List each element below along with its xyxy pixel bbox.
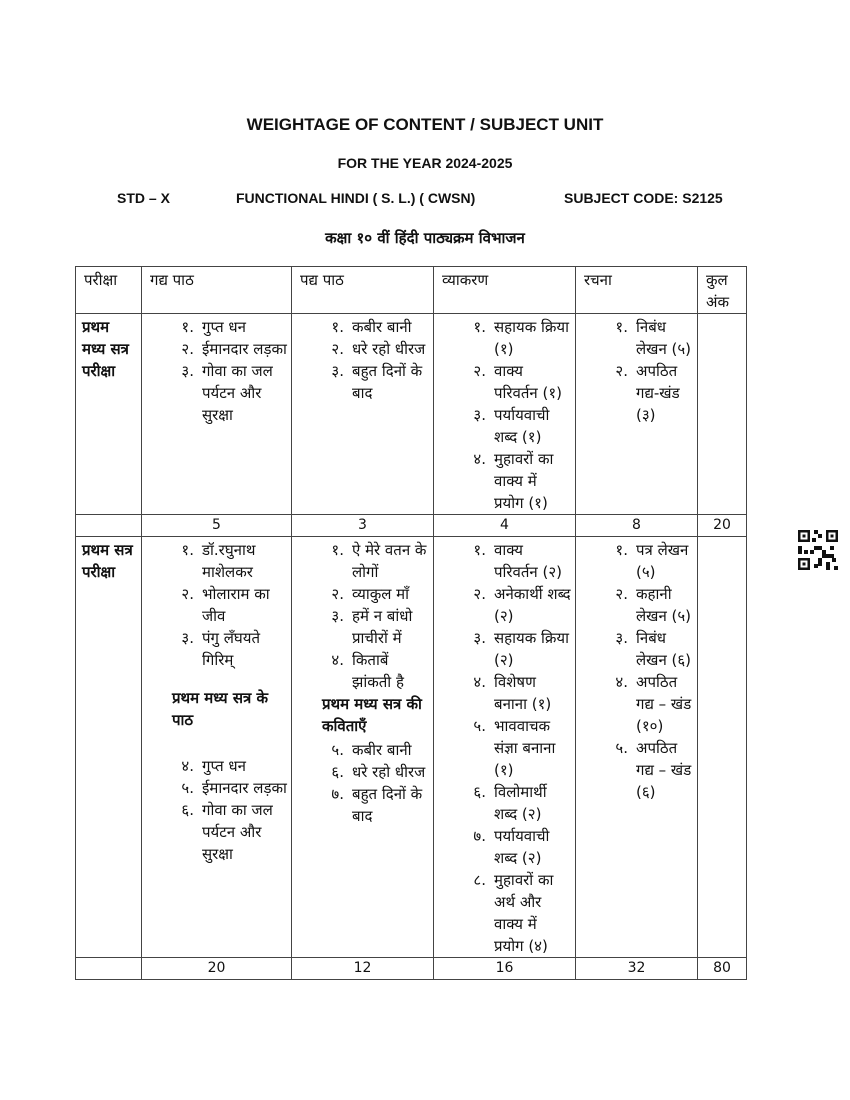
vyakaran-cell — [434, 314, 576, 515]
gadya-cell — [142, 537, 292, 958]
totals-blank — [76, 958, 142, 980]
item-number: ३. — [181, 629, 194, 647]
total-cell — [698, 537, 747, 958]
total-value: 80 — [698, 958, 747, 980]
item-number: ३. — [181, 362, 194, 380]
qr-code-icon — [798, 530, 838, 570]
column-header: व्याकरण — [434, 267, 576, 314]
weightage-table — [75, 266, 747, 980]
list-item — [434, 781, 571, 825]
total-value: 5 — [142, 515, 292, 537]
total-cell — [698, 314, 747, 515]
item-number: ३. — [473, 406, 486, 424]
item-text: भोलाराम का जीव — [202, 585, 270, 625]
list-item — [434, 360, 571, 404]
table-header-row — [76, 267, 747, 314]
item-number: ४. — [181, 757, 194, 775]
item-text: वाक्य परिवर्तन (१) — [494, 362, 563, 402]
item-number: ४. — [615, 673, 628, 691]
column-header: परीक्षा — [76, 267, 142, 314]
item-text: निबंध लेखन (६) — [636, 629, 692, 669]
item-number: ५. — [331, 741, 344, 759]
list-item — [292, 338, 429, 360]
vyakaran-cell — [434, 537, 576, 958]
item-number: ३. — [615, 629, 628, 647]
item-number: ६. — [181, 801, 194, 819]
list-item — [576, 737, 693, 803]
total-value: 12 — [292, 958, 434, 980]
item-number: ५. — [181, 779, 194, 797]
item-number: १. — [331, 318, 344, 336]
item-text: पर्यायवाची शब्द (१) — [494, 406, 550, 446]
item-text: मुहावरों का अर्थ और वाक्य में प्रयोग (४) — [494, 871, 554, 955]
padya-cell — [292, 537, 434, 958]
std-label: STD – X — [117, 190, 170, 206]
list-item — [434, 404, 571, 448]
list-item — [434, 715, 571, 781]
item-number: २. — [473, 362, 486, 380]
term-row — [76, 537, 747, 958]
item-text: किताबें झांकती है — [352, 651, 404, 691]
total-value: 3 — [292, 515, 434, 537]
syllabus-subtitle: कक्षा १० वीं हिंदी पाठ्यक्रम विभाजन — [325, 229, 525, 247]
item-text: पर्यायवाची शब्द (२) — [494, 827, 550, 867]
list-item — [142, 338, 287, 360]
totals-blank — [76, 515, 142, 537]
column-header: कुल अंक — [698, 267, 747, 314]
item-number: १. — [473, 318, 486, 336]
item-text: बहुत दिनों के बाद — [352, 785, 423, 825]
total-value: 20 — [698, 515, 747, 537]
item-text: अपठित गद्य – खंड (६) — [636, 739, 692, 801]
item-text: सहायक क्रिया (१) — [494, 318, 569, 358]
item-number: १. — [473, 541, 486, 559]
item-text: गोवा का जल पर्यटन और सुरक्षा — [202, 801, 273, 863]
term-row — [76, 314, 747, 515]
item-text: बहुत दिनों के बाद — [352, 362, 423, 402]
item-number: ८. — [473, 871, 486, 889]
item-number: ६. — [331, 763, 344, 781]
item-text: धरे रहो धीरज — [352, 763, 426, 781]
list-item — [142, 360, 287, 426]
list-item — [292, 739, 429, 761]
term-name: प्रथम सत्र परीक्षा — [76, 537, 142, 958]
item-text: विलोमार्थी शब्द (२) — [494, 783, 547, 823]
list-item — [292, 649, 429, 693]
item-number: ३. — [473, 629, 486, 647]
list-item — [576, 360, 693, 426]
item-number: ३. — [331, 607, 344, 625]
item-number: ६. — [473, 783, 486, 801]
rachna-cell — [576, 314, 698, 515]
total-value: 32 — [576, 958, 698, 980]
item-number: १. — [331, 541, 344, 559]
total-value: 16 — [434, 958, 576, 980]
item-number: ७. — [473, 827, 486, 845]
subject-code: SUBJECT CODE: S2125 — [564, 190, 723, 206]
item-text: ऐ मेरे वतन के लोगों — [352, 541, 427, 581]
item-text: भाववाचक संज्ञा बनाना (१) — [494, 717, 556, 779]
list-item — [142, 539, 287, 583]
item-text: वाक्य परिवर्तन (२) — [494, 541, 563, 581]
subject-label: FUNCTIONAL HINDI ( S. L.) ( CWSN) — [236, 190, 476, 206]
list-item — [434, 825, 571, 869]
item-text: धरे रहो धीरज — [352, 340, 426, 358]
padya-cell — [292, 314, 434, 515]
total-value: 8 — [576, 515, 698, 537]
item-number: २. — [473, 585, 486, 603]
item-number: १. — [181, 318, 194, 336]
item-text: पंगु लँघयते गिरिम् — [202, 629, 261, 669]
item-number: २. — [615, 362, 628, 380]
item-text: गुप्त धन — [202, 757, 246, 775]
item-text: पत्र लेखन (५) — [636, 541, 689, 581]
item-number: ७. — [331, 785, 344, 803]
item-text: गोवा का जल पर्यटन और सुरक्षा — [202, 362, 273, 424]
list-item — [434, 448, 571, 514]
item-number: १. — [615, 318, 628, 336]
item-text: डॉ.रघुनाथ माशेलकर — [202, 541, 256, 581]
item-number: २. — [331, 340, 344, 358]
item-number: ५. — [473, 717, 486, 735]
list-item — [434, 869, 571, 957]
list-item — [576, 671, 693, 737]
column-header: रचना — [576, 267, 698, 314]
item-number: ४. — [473, 673, 486, 691]
item-text: अनेकार्थी शब्द (२) — [494, 585, 571, 625]
item-text: ईमानदार लड़का — [202, 779, 287, 797]
item-text: कबीर बानी — [352, 318, 412, 336]
list-item — [142, 799, 287, 865]
item-number: ३. — [331, 362, 344, 380]
term-name: प्रथम मध्य सत्र परीक्षा — [76, 314, 142, 515]
list-item — [142, 583, 287, 627]
item-text: कहानी लेखन (५) — [636, 585, 692, 625]
list-item — [292, 605, 429, 649]
item-text: सहायक क्रिया (२) — [494, 629, 569, 669]
item-text: व्याकुल माँ — [352, 585, 410, 603]
padya-sub-heading: प्रथम मध्य सत्र की कविताएँ — [322, 695, 422, 735]
item-number: ५. — [615, 739, 628, 757]
document-year: FOR THE YEAR 2024-2025 — [337, 155, 513, 171]
list-item — [434, 316, 571, 360]
gadya-sub-heading: प्रथम मध्य सत्र के पाठ — [172, 689, 269, 729]
item-number: ४. — [473, 450, 486, 468]
list-item — [292, 783, 429, 827]
item-text: निबंध लेखन (५) — [636, 318, 692, 358]
item-number: १. — [615, 541, 628, 559]
item-number: २. — [181, 585, 194, 603]
column-header: गद्य पाठ — [142, 267, 292, 314]
list-item — [142, 777, 287, 799]
list-item — [292, 583, 429, 605]
item-text: अपठित गद्य-खंड (३) — [636, 362, 680, 424]
list-item — [292, 360, 429, 404]
item-text: हमें न बांधो प्राचीरों में — [352, 607, 413, 647]
item-text: मुहावरों का वाक्य में प्रयोग (१) — [494, 450, 554, 512]
item-text: ईमानदार लड़का — [202, 340, 287, 358]
item-number: २. — [615, 585, 628, 603]
list-item — [576, 316, 693, 360]
list-item — [292, 539, 429, 583]
item-number: २. — [331, 585, 344, 603]
list-item — [142, 755, 287, 777]
item-text: विशेषण बनाना (१) — [494, 673, 552, 713]
item-text: गुप्त धन — [202, 318, 246, 336]
total-value: 4 — [434, 515, 576, 537]
list-item — [434, 539, 571, 583]
total-value: 20 — [142, 958, 292, 980]
list-item — [292, 761, 429, 783]
document-title: WEIGHTAGE OF CONTENT / SUBJECT UNIT — [246, 115, 604, 134]
list-item — [576, 539, 693, 583]
item-text: कबीर बानी — [352, 741, 412, 759]
item-text: अपठित गद्य – खंड (१०) — [636, 673, 692, 735]
list-item — [576, 627, 693, 671]
list-item — [434, 671, 571, 715]
totals-row — [76, 515, 747, 537]
gadya-cell — [142, 314, 292, 515]
list-item — [142, 627, 287, 671]
column-header: पद्य पाठ — [292, 267, 434, 314]
list-item — [142, 316, 287, 338]
item-number: २. — [181, 340, 194, 358]
list-item — [434, 627, 571, 671]
list-item — [434, 583, 571, 627]
item-number: ४. — [331, 651, 344, 669]
list-item — [576, 583, 693, 627]
totals-row — [76, 958, 747, 980]
rachna-cell — [576, 537, 698, 958]
list-item — [292, 316, 429, 338]
item-number: १. — [181, 541, 194, 559]
